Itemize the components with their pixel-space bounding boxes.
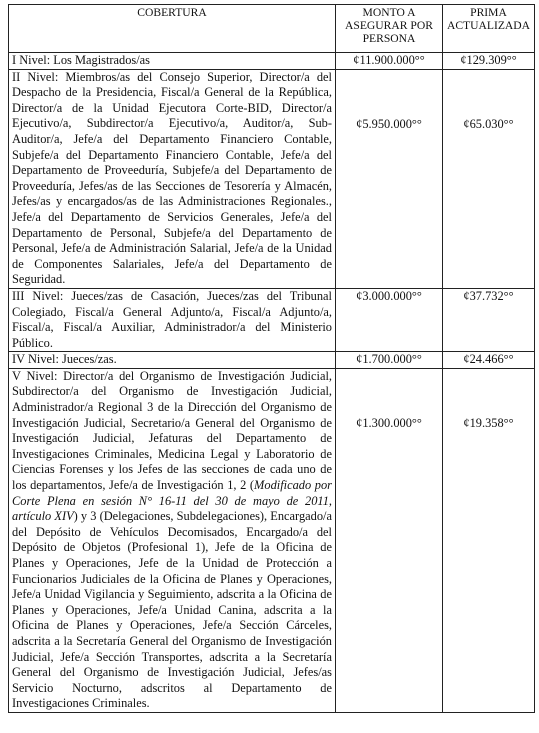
level-2-premium xyxy=(443,69,535,288)
level-5-description xyxy=(9,368,336,712)
level-3-amount: ¢3.000.000°° xyxy=(336,288,443,351)
level-1-premium: ¢129.309°° xyxy=(443,53,535,70)
level-5-premium-value: ¢19.358°° xyxy=(463,415,514,430)
level-1-description: I Nivel: Los Magistrados/as xyxy=(9,53,336,70)
level-5-amount-value: ¢1.300.000°° xyxy=(356,415,422,430)
level-3-premium: ¢37.732°° xyxy=(443,288,535,351)
level-2-description: II Nivel: Miembros/as del Consejo Superior, Director/a del Despacho de la Presidencia, Fiscal/a General de la República, Director/a de la Unidad Ejecutora Corte-BID, Director/a Ejecutivo/a, Subdirector/a Ejecutivo/a, Auditor/a, Sub-Auditor/a, Jefe/a del Departamento Financiero Contable, Subjefe/a del Departamento Financiero Contable, Jefe/a del Departamento de Proveeduría, Subjefe/a del Departamento de Proveeduría, Jefes/as de las Secciones de Tesorería y Almacén, Jefes/as y encargados/as de las Administraciones Regionales., Jefe/a del Departamento de Servicios Generales, Jefe/a del Departamento de Personal, Subjefe/a del Departamento de Personal, Jefe/a de Administración Salarial, Jefe/a de la Unidad de Componentes Salariales, Jefe/a del Departamento de Seguridad. xyxy=(9,69,336,288)
header-amount: MONTO A ASEGURAR POR PERSONA xyxy=(336,5,443,53)
table-row xyxy=(9,53,535,70)
level-5-premium xyxy=(443,368,535,712)
coverage-table xyxy=(8,4,535,713)
level-5-text-start: V Nivel: Director/a del Organismo de Investigación Judicial, Subdirector/a del Organismo de Investigación Judicial, Administrador/a Regional 3 de la Dirección del Organismo de Investigación Judicial, Secretario/a General del Organismo de Investigación Judicial, Jefaturas del Departamento de Investigaciones Criminales, Medicina Legal y Laboratorio de Ciencias Forenses y los Jefes de las secciones de cada uno de los departamentos, Jefe/a de Investigación 1, 2 ( xyxy=(12,368,332,493)
table-row xyxy=(9,288,535,351)
table-row xyxy=(9,352,535,369)
table-header-row xyxy=(9,5,535,53)
level-4-premium: ¢24.466°° xyxy=(443,352,535,369)
level-2-amount xyxy=(336,69,443,288)
header-coverage: COBERTURA xyxy=(9,5,336,53)
level-5-amount xyxy=(336,368,443,712)
coverage-document xyxy=(8,4,535,713)
level-4-description: IV Nivel: Jueces/zas. xyxy=(9,352,336,369)
level-5-text-end: ) y 3 (Delegaciones, Subdelegaciones), Encargado/a del Depósito de Vehículos Decomisados, Encargado/a del Depósito de Objetos (Profesional 1), Jefe de la Oficina de Planes y Operaciones, Jefe de la Unidad de Protección a Funcionarios Judiciales de la Oficina de Planes y Operaciones, Jefe/a Unidad Vigilancia y Seguimiento, adscrita a la Oficina de Planes y Operaciones, Jefe/a Unidad Canina, adscrita a la Oficina de Planes y Operaciones, Jefe/a Sección Cárceles, adscrita a la Secretaría General del Organismo de Investigación Judicial, Jefe/a Sección Transportes, adscrita a la Secretaría General del Organismo de Investigación Judicial, Jefes/as Servicio Nocturno, adscritos al Departamento de Investigaciones Criminales. xyxy=(12,509,332,711)
level-4-amount: ¢1.700.000°° xyxy=(336,352,443,369)
header-premium: PRIMA ACTUALIZADA xyxy=(443,5,535,53)
level-2-amount-value: ¢5.950.000°° xyxy=(356,116,422,131)
level-1-amount: ¢11.900.000°° xyxy=(336,53,443,70)
level-5-amendment-note: Modificado por Corte Plena en sesión N° 16-11 del 30 de mayo de 2011, artículo XIV xyxy=(12,478,332,524)
level-3-description: III Nivel: Jueces/zas de Casación, Jueces/zas del Tribunal Colegiado, Fiscal/a General Adjunto/a, Fiscal/a Adjunto/a, Fiscal/a, Fiscal/a Auxiliar, Administrador/a del Ministerio Público. xyxy=(9,288,336,351)
table-row xyxy=(9,368,535,712)
level-2-premium-value: ¢65.030°° xyxy=(463,116,514,131)
table-row xyxy=(9,69,535,288)
